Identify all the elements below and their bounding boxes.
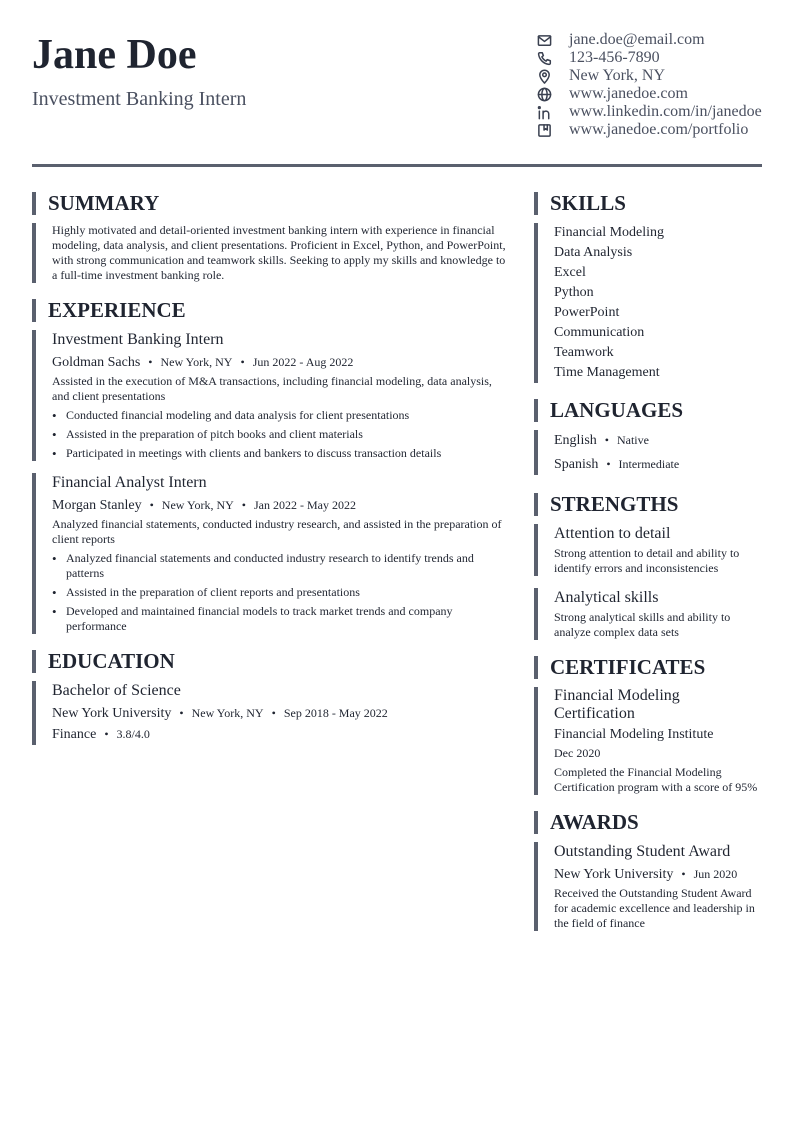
strength-name: Attention to detail: [554, 525, 671, 542]
education-degree: Bachelor of Science: [52, 682, 181, 699]
contact-phone-text: 123-456-7890: [569, 49, 660, 66]
list-item: • Developed and maintained financial models to track market trends and company performance: [52, 604, 510, 634]
summary-heading: SUMMARY: [32, 192, 510, 215]
globe-icon: [536, 86, 552, 102]
candidate-name: Jane Doe: [32, 32, 197, 78]
contact-list: [536, 31, 776, 139]
education-dates: Sep 2018 - May 2022: [283, 706, 388, 720]
location-pin-icon: [536, 68, 552, 84]
experience-role: Financial Analyst Intern: [52, 474, 207, 491]
education-field: Finance: [52, 727, 97, 742]
awards-heading: AWARDS: [534, 811, 762, 834]
education-school: New York University: [52, 706, 172, 721]
contact-location-text: New York, NY: [569, 67, 666, 84]
education-field-row: Finance • 3.8/4.0: [52, 727, 150, 742]
skill-item: Data Analysis: [554, 245, 633, 260]
contact-website[interactable]: [536, 85, 776, 103]
strengths-heading: STRENGTHS: [534, 493, 762, 516]
experience-bullets: [52, 551, 510, 634]
certificates-heading: CERTIFICATES: [534, 656, 762, 679]
language-level: Native: [616, 433, 649, 447]
contact-email-text: jane.doe@email.com: [569, 31, 705, 48]
language-level: Intermediate: [618, 457, 680, 471]
certificate-date: Dec 2020: [554, 746, 601, 760]
contact-linkedin-text: www.linkedin.com/in/janedoe: [569, 103, 762, 120]
list-item: • Conducted financial modeling and data analysis for client presentations: [52, 408, 510, 423]
skills-heading: SKILLS: [534, 192, 762, 215]
contact-portfolio[interactable]: [536, 121, 776, 139]
certificate-name: Financial Modeling Certification: [554, 687, 680, 722]
resume-header: [32, 30, 762, 142]
skill-item: Teamwork: [554, 345, 614, 360]
award-name: Outstanding Student Award: [554, 843, 731, 860]
experience-dates: Jan 2022 - May 2022: [254, 498, 356, 512]
language-name: English: [554, 433, 597, 448]
linkedin-icon: [536, 104, 552, 120]
experience-role: Investment Banking Intern: [52, 331, 224, 348]
education-meta: New York University • New York, NY • Sep 2018 - May 2022: [52, 706, 388, 721]
summary-section: [32, 223, 510, 283]
education-gpa: 3.8/4.0: [116, 727, 150, 741]
education-section: [32, 681, 510, 745]
award-issuer: New York University: [554, 867, 674, 882]
header-divider: [32, 164, 762, 167]
experience-item: [32, 473, 510, 634]
experience-heading: EXPERIENCE: [32, 299, 510, 322]
bookmark-icon: [536, 122, 552, 138]
certificate-issuer: Financial Modeling Institute: [554, 727, 714, 742]
strength-item: [534, 588, 762, 640]
experience-item: [32, 330, 510, 461]
phone-icon: [536, 50, 552, 66]
languages-section: [534, 430, 762, 475]
skill-item: Time Management: [554, 365, 660, 380]
right-column: [534, 192, 762, 931]
experience-description: Assisted in the execution of M&A transactions, including financial modeling, data analysis, and client presentations: [52, 374, 492, 403]
left-column: [32, 192, 510, 745]
summary-text: Highly motivated and detail-oriented investment banking intern with experience in financial modeling, data analysis, and client presentations. Proficient in Excel, Python, and PowerPoint, with strong communication and teamwork skills. Seeking to apply my skills and knowledge to a full-time investment banking role.: [52, 223, 506, 282]
language-name: Spanish: [554, 457, 599, 472]
experience-company: Morgan Stanley: [52, 498, 142, 513]
strength-name: Analytical skills: [554, 589, 659, 606]
education-location: New York, NY: [191, 706, 264, 720]
contact-portfolio-text: www.janedoe.com/portfolio: [569, 121, 749, 138]
skill-item: Python: [554, 285, 594, 300]
contact-website-text: www.janedoe.com: [569, 85, 688, 102]
strength-item: [534, 524, 762, 576]
experience-company: Goldman Sachs: [52, 355, 141, 370]
skill-item: PowerPoint: [554, 305, 620, 320]
skills-section: [534, 223, 762, 383]
education-heading: EDUCATION: [32, 650, 510, 673]
award-meta: New York University • Jun 2020: [554, 867, 738, 882]
experience-meta: Morgan Stanley • New York, NY • Jan 2022 - May 2022: [52, 498, 356, 513]
contact-email[interactable]: [536, 31, 776, 49]
strength-text: Strong attention to detail and ability to identify errors and inconsistencies: [554, 546, 740, 575]
mail-icon: [536, 32, 552, 48]
list-item: • Analyzed financial statements and conducted industry research to identify trends and patterns: [52, 551, 510, 581]
experience-bullets: [52, 408, 510, 461]
list-item: • Assisted in the preparation of pitch books and client materials: [52, 427, 510, 442]
candidate-title: Investment Banking Intern: [32, 88, 247, 110]
skill-item: Excel: [554, 265, 586, 280]
experience-location: New York, NY: [160, 355, 233, 369]
list-item: • Participated in meetings with clients and bankers to discuss transaction details: [52, 446, 510, 461]
language-item: English • Native: [554, 433, 649, 448]
experience-meta: Goldman Sachs • New York, NY • Jun 2022 - Aug 2022: [52, 355, 354, 370]
skill-item: Financial Modeling: [554, 225, 665, 240]
certificate-item: [534, 687, 762, 795]
list-item: • Assisted in the preparation of client reports and presentations: [52, 585, 510, 600]
contact-linkedin[interactable]: [536, 103, 776, 121]
experience-location: New York, NY: [161, 498, 234, 512]
award-text: Received the Outstanding Student Award for academic excellence and leadership in the field of finance: [554, 886, 755, 930]
experience-dates: Jun 2022 - Aug 2022: [252, 355, 354, 369]
certificate-text: Completed the Financial Modeling Certification program with a score of 95%: [554, 765, 758, 794]
skill-item: Communication: [554, 325, 645, 340]
award-date: Jun 2020: [693, 867, 738, 881]
award-item: [534, 842, 762, 931]
languages-heading: LANGUAGES: [534, 399, 762, 422]
experience-description: Analyzed financial statements, conducted industry research, and assisted in the preparation of client reports: [52, 517, 502, 546]
language-item: Spanish • Intermediate: [554, 457, 680, 472]
contact-phone[interactable]: [536, 49, 776, 67]
strength-text: Strong analytical skills and ability to analyze complex data sets: [554, 610, 731, 639]
contact-location: [536, 67, 776, 85]
